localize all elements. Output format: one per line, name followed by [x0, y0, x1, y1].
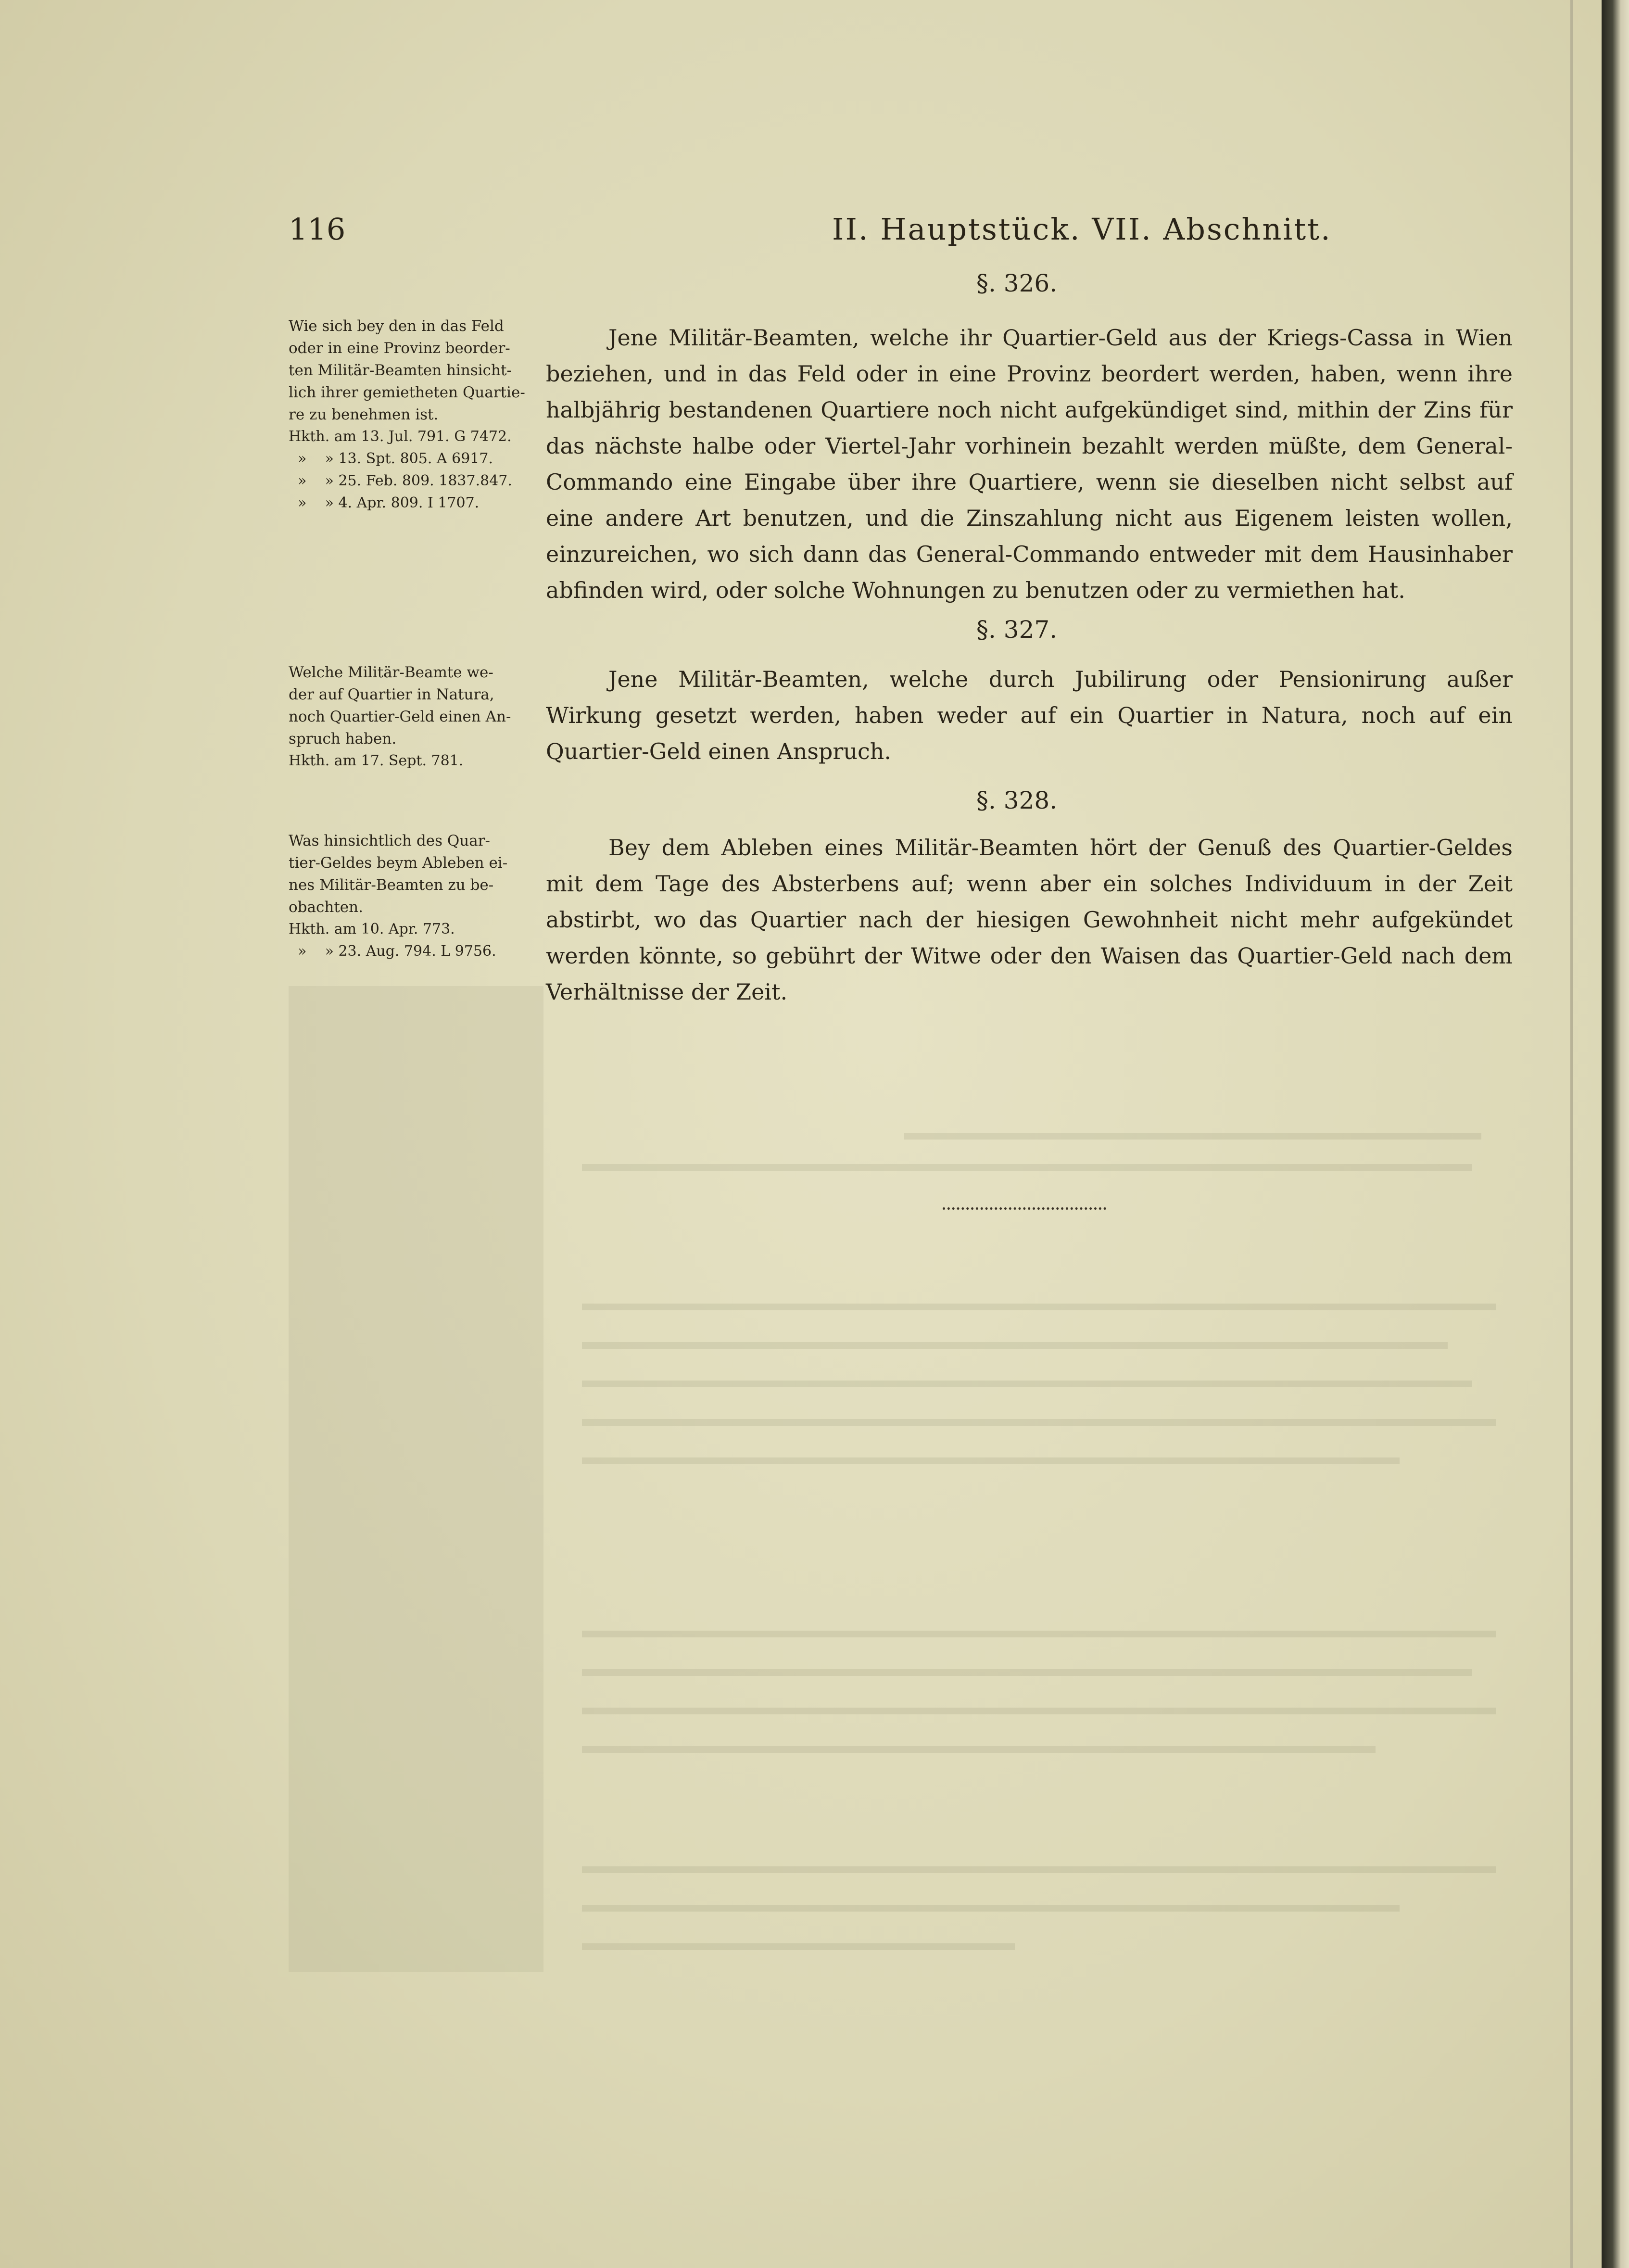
bleed-through-line: [582, 1669, 1472, 1676]
bleed-through-line: [582, 1631, 1496, 1637]
bleed-through-line: [582, 1866, 1496, 1873]
paragraph: Jene Militär-Beamten, welche durch Jubilirung oder Pensionirung außer Wirkung gesetzt werden, haben weder auf ein Quartier in Natura, noch auf ein Quartier-Geld einen Anspruch.: [546, 666, 1513, 764]
margin-note-line: lich ihrer gemietheten Quartie-: [289, 384, 525, 401]
section-body: [546, 320, 1513, 608]
margin-note: [289, 661, 539, 772]
page-number: 116: [289, 212, 346, 247]
margin-note-line: spruch haben.: [289, 730, 397, 748]
margin-note-ref: Hkth. am 10. Apr. 773.: [289, 921, 455, 938]
margin-note-line: ten Militär-Beamten hinsicht-: [289, 362, 512, 379]
page-header: [289, 212, 1520, 255]
margin-note-line: noch Quartier-Geld einen An-: [289, 708, 511, 725]
margin-note-line: tier-Geldes beym Ableben ei-: [289, 854, 508, 872]
page-edge: [1602, 0, 1629, 2268]
margin-note-line: Welche Militär-Beamte we-: [289, 664, 493, 681]
margin-note-line: obachten.: [289, 899, 363, 916]
bleed-through-line: [582, 1381, 1472, 1387]
margin-note-line: Wie sich bey den in das Feld: [289, 317, 504, 335]
margin-note-ref: Hkth. am 17. Sept. 781.: [289, 752, 464, 769]
section-divider: [943, 1207, 1106, 1213]
margin-note-ref: » » 13. Spt. 805. A 6917.: [289, 450, 493, 467]
margin-note: [289, 315, 539, 514]
page-gutter-line: [1570, 0, 1573, 2268]
bleed-through-line: [904, 1133, 1481, 1140]
bleed-through-line: [582, 1943, 1015, 1950]
margin-note-ref: » » 4. Apr. 809. I 1707.: [289, 494, 480, 511]
margin-note-ref: » » 23. Aug. 794. L 9756.: [289, 943, 496, 960]
section-heading: §. 328.: [976, 786, 1058, 814]
bleed-through-line: [582, 1164, 1472, 1171]
paragraph: Jene Militär-Beamten, welche ihr Quartier-Geld aus der Kriegs-Cassa in Wien beziehen, und in das Feld oder in eine Provinz beordert werden, haben, wenn ihre halbjährig bestandenen Quartiere noch nicht aufgekündiget sind, mithin der Zins für das nächste halbe oder Viertel-Jahr vorhinein bezahlt werden müßte, dem General-Commando eine Eingabe über ihre Quartiere, wenn sie dieselben nicht selbst auf eine andere Art benutzen, und die Zinszahlung nicht aus Eigenem leisten wollen, einzureichen, wo sich dann das General-Commando entweder mit dem Hausinhaber abfinden wird, oder solche Wohnungen zu benutzen oder zu vermiethen hat.: [546, 325, 1513, 603]
bleed-through-line: [582, 1457, 1400, 1464]
section-heading: §. 326.: [976, 269, 1058, 297]
bleed-through-line: [582, 1419, 1496, 1426]
margin-note-line: oder in eine Provinz beorder-: [289, 340, 510, 357]
margin-note-line: nes Militär-Beamten zu be-: [289, 876, 494, 894]
bleed-through-line: [582, 1905, 1400, 1912]
margin-note-ref: » » 25. Feb. 809. 1837.847.: [289, 472, 512, 489]
bleed-through-line: [582, 1746, 1376, 1753]
running-head: II. Hauptstück. VII. Abschnitt.: [832, 212, 1332, 247]
bleed-through-line: [582, 1304, 1496, 1310]
section-body: [546, 661, 1513, 770]
margin-note-line: der auf Quartier in Natura,: [289, 686, 494, 703]
section-body: [546, 830, 1513, 1010]
section-heading: §. 327.: [976, 616, 1058, 644]
bleed-through-line: [582, 1342, 1448, 1349]
margin-note-ref: Hkth. am 13. Jul. 791. G 7472.: [289, 428, 512, 445]
margin-note-line: re zu benehmen ist.: [289, 406, 439, 423]
bleed-through-area: [289, 986, 543, 1972]
margin-note-line: Was hinsichtlich des Quar-: [289, 832, 490, 849]
margin-note: [289, 830, 539, 963]
paragraph: Bey dem Ableben eines Militär-Beamten hört der Genuß des Quartier-Geldes mit dem Tage des Absterbens auf; wenn aber ein solches Individuum in der Zeit abstirbt, wo das Quartier nach der hiesigen Gewohnheit nicht mehr aufgekündet werden könnte, so gebührt der Witwe oder den Waisen das Quartier-Geld nach dem Verhältnisse der Zeit.: [546, 835, 1513, 1005]
bleed-through-line: [582, 1708, 1496, 1714]
